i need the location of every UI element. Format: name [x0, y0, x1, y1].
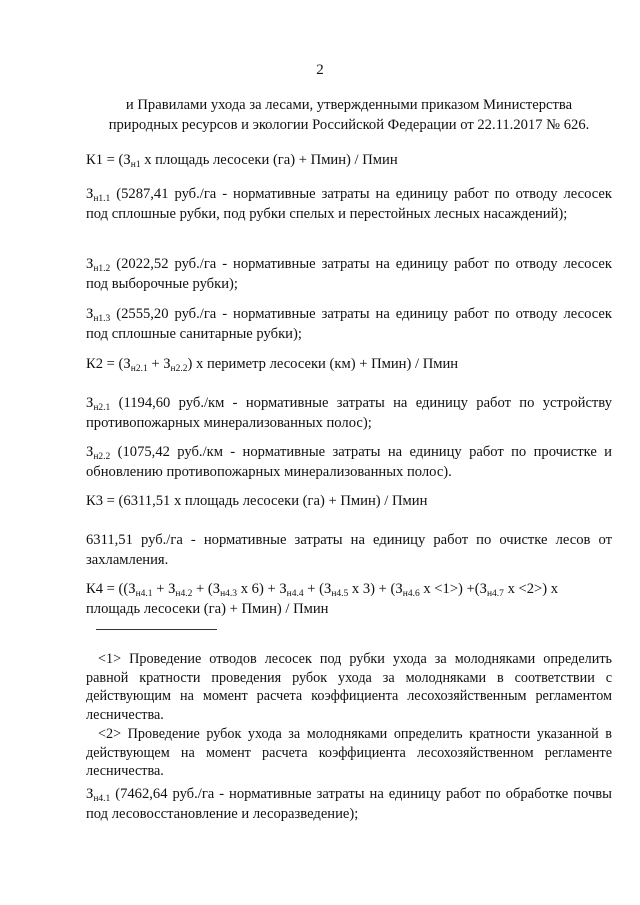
- cost-item-n4-1: $З_{н4.1}$ (7462,64 руб./га - нормативные затраты на единицу работ по обработке почвы под лесовосстановление и лесоразведение);: [86, 786, 612, 822]
- cost-item-n2-1: $З_{н2.1}$ (1194,60 руб./км - нормативные затраты на единицу работ по устройству противопожарных минерализованных полос);: [86, 395, 612, 431]
- intro-paragraph: [86, 96, 612, 135]
- formula-k2: $К2 = (З_{н2.1} + З_{н2.2})$ х периметр лесосеки (км) + Пмин) / Пмин: [86, 356, 459, 374]
- formula-k3: К3 = (6311,51 х площадь лесосеки (га) + Пмин) / Пмин: [86, 493, 428, 509]
- intro-line-2: природных ресурсов и экологии Российской Федерации от 22.11.2017 № 626.: [108, 116, 590, 133]
- cost-item-n1-2: $З_{н1.2}$ (2022,52 руб./га - нормативные затраты на единицу работ по отводу лесосек под выборочные рубки);: [86, 256, 612, 292]
- footnote-separator: [96, 629, 217, 630]
- formula-k1: $К1 = (З_{н1}$ х площадь лесосеки (га) + Пмин) / Пмин: [86, 152, 398, 170]
- cost-item-n1-1: $З_{н1.1}$ (5287,41 руб./га - нормативные затраты на единицу работ по отводу лесосек под сплошные рубки, под рубки спелых и перестойных лесных насаждений);: [86, 186, 612, 222]
- formula-k4-line-1: $К4 = ((З_{н4.1} + З_{н4.2} + (З_{н4.3}$ х $6) + З_{н4.4} + (З_{н4.5}$ х $3) + (З_{н4.6}$ $х <1>) +(З_{н4.7}$ х <2>) х: [86, 581, 559, 599]
- formula-k4-line-2: площадь лесосеки (га) + Пмин) / Пмин: [86, 600, 329, 617]
- footnote-2: <2> Проведение рубок ухода за молодняками определить кратности указанной в действующем на момент расчета коэффициента лесохозяйственном регламенте лесничества.: [86, 726, 612, 780]
- cost-item-clutter: 6311,51 руб./га - нормативные затраты на единицу работ по очистке лесов от захламления.: [86, 532, 612, 568]
- cost-item-n2-2: $З_{н2.2}$ (1075,42 руб./км - нормативные затраты на единицу работ по прочистке и обновлению противопожарных минерализованных полос).: [86, 444, 612, 480]
- formula-k4: [86, 580, 612, 619]
- cost-item-n1-3: $З_{н1.3}$ (2555,20 руб./га - нормативные затраты на единицу работ по отводу лесосек под сплошные санитарные рубки);: [86, 306, 612, 342]
- page-number: 2: [316, 62, 324, 78]
- intro-line-1: и Правилами ухода за лесами, утвержденными приказом Министерства: [125, 97, 573, 113]
- footnote-1: <1> Проведение отводов лесосек под рубки ухода за молодняками определить равной кратности проведения рубок ухода за молодняками в соответствии с действующим на момент расчета коэффициента лесохозяйственным регламентом лесничества.: [86, 651, 612, 723]
